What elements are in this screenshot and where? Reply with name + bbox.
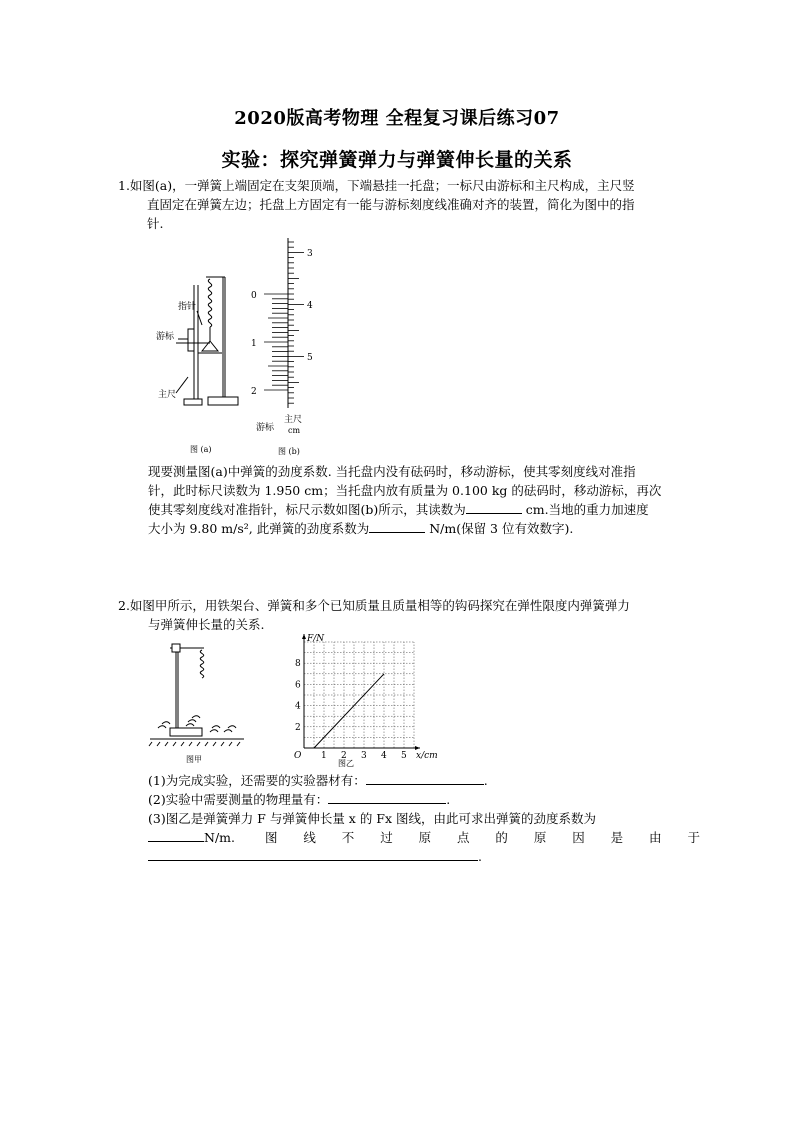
- label-vernier: 游标: [156, 332, 175, 342]
- spread-word: 是: [610, 830, 624, 845]
- q1-body-line-4-tail: N/m(保留 3 位有效数字).: [425, 521, 574, 536]
- q2-sub3-line2: [148, 828, 700, 847]
- x-tick-label: 3: [361, 751, 367, 761]
- origin-label: O: [294, 751, 302, 761]
- answer-blank-reason[interactable]: [148, 847, 478, 861]
- vernier-tick-2: 2: [251, 387, 257, 397]
- document-subtitle: 实验：探究弹簧弹力与弹簧伸长量的关系: [221, 149, 573, 171]
- spread-word: 不: [341, 830, 355, 845]
- period-2: .: [446, 792, 451, 807]
- caption-fig-b: 图 (b): [278, 447, 300, 456]
- y-tick-label: 4: [295, 701, 301, 712]
- y-axis-arrow: [302, 634, 306, 639]
- spread-word: 点: [457, 830, 470, 845]
- caption-fig-yi: 图乙: [338, 759, 354, 768]
- vernier-tick-0: 0: [251, 291, 257, 301]
- spread-word: 的: [495, 830, 508, 845]
- y-tick-label: 8: [295, 659, 301, 670]
- q2-sub1-text: (1)为完成实验，还需要的实验器材有：: [148, 773, 366, 788]
- y-tick-label: 6: [295, 680, 301, 691]
- spread-word: 原: [418, 830, 432, 845]
- q2-sub3: (3)图乙是弹簧弹力 F 与弹簧伸长量 x 的 Fx 图线，由此可求出弹簧的劲度系数为: [148, 811, 596, 826]
- figure-jia: [148, 636, 248, 766]
- answer-blank-k[interactable]: [148, 828, 204, 842]
- figure-b: [248, 234, 343, 460]
- unit-n-per-m: N/m.: [204, 830, 235, 845]
- spread-word: 因: [572, 830, 585, 845]
- label-pointer: 指针: [178, 302, 197, 312]
- q1-line-2: 直固定在弹簧左边；托盘上方固定有一能与游标刻度线准确对齐的装置，简化为图中的指: [147, 197, 635, 212]
- q2-line-1: 2.如图甲所示，用铁架台、弹簧和多个已知质量且质量相等的钩码探究在弹性限度内弹簧弹力: [118, 598, 630, 613]
- q1-line-1: 1.如图(a)，一弹簧上端固定在支架顶端，下端悬挂一托盘；一标尺由游标和主尺构成，主尺竖: [118, 178, 635, 193]
- vernier-tick-1: 1: [251, 339, 257, 349]
- caption-fig-jia: 图甲: [186, 755, 202, 764]
- q2-sub1: [148, 771, 700, 790]
- spread-word: 于: [687, 830, 700, 845]
- q1-line-3: 针.: [147, 216, 164, 231]
- label-unit-b: cm: [288, 426, 301, 435]
- q1-body-line-3-text: 使其零刻度线对准指针，标尺示数如图(b)所示，其读数为: [148, 502, 466, 517]
- caption-fig-a: 图 (a): [190, 445, 212, 454]
- main-tick-3: 3: [307, 249, 313, 259]
- document-title: 2020版高考物理 全程复习课后练习07: [234, 108, 560, 129]
- q1-body-line-1: 现要测量图(a)中弹簧的劲度系数. 当托盘内没有砝码时，移动游标，使其零刻度线对准指: [148, 464, 636, 479]
- question-2-subs: [148, 771, 700, 866]
- q2-sub2-text: (2)实验中需要测量的物理量有：: [148, 792, 329, 807]
- label-main-ruler: 主尺: [158, 390, 177, 400]
- y-tick-label: 2: [295, 722, 301, 733]
- question-1-body: [148, 462, 698, 538]
- figure-yi-chart: [282, 632, 442, 770]
- q2-sub2: [148, 790, 700, 809]
- spread-word: 图: [264, 830, 278, 845]
- x-axis-label: x/cm: [416, 751, 438, 761]
- main-tick-5: 5: [307, 353, 313, 363]
- spread-word: 线: [303, 830, 316, 845]
- spread-word: 原: [533, 830, 547, 845]
- q2-sub3-line3: [148, 847, 700, 866]
- answer-blank-quantities[interactable]: [328, 790, 446, 804]
- q2-line-2: 与弹簧伸长量的关系.: [148, 617, 265, 632]
- x-tick-label: 4: [381, 751, 387, 761]
- answer-blank-stiffness[interactable]: [369, 519, 425, 533]
- x-tick-label: 5: [401, 751, 407, 761]
- question-1-intro: [118, 176, 698, 233]
- x-tick-label: 2: [341, 751, 347, 761]
- q1-body-line-3: [148, 500, 698, 519]
- y-axis-label: F/N: [307, 634, 325, 644]
- spread-word: 过: [380, 830, 393, 845]
- period-3: .: [478, 849, 482, 864]
- label-main-b: 主尺: [284, 415, 303, 425]
- answer-blank-equipment[interactable]: [366, 771, 484, 785]
- answer-blank-reading[interactable]: [466, 500, 522, 514]
- main-tick-4: 4: [307, 301, 313, 311]
- q1-body-line-3-tail: cm.当地的重力加速度: [521, 502, 649, 517]
- period-1: .: [483, 773, 488, 788]
- spread-word: 由: [649, 830, 662, 845]
- q1-body-line-2: 针，此时标尺读数为 1.950 cm；当托盘内放有质量为 0.100 kg 的砝码时，移动游标，再次: [148, 483, 662, 498]
- series-line: [314, 674, 384, 748]
- q1-body-line-4: [148, 519, 698, 538]
- label-vernier-b: 游标: [256, 423, 275, 433]
- q1-body-line-4-text: 大小为 9.80 m/s², 此弹簧的劲度系数为: [148, 521, 370, 536]
- sub3-spread-text: [235, 828, 700, 847]
- x-tick-label: 1: [321, 751, 327, 761]
- x-axis-arrow: [415, 746, 420, 750]
- question-2-intro: [118, 596, 698, 634]
